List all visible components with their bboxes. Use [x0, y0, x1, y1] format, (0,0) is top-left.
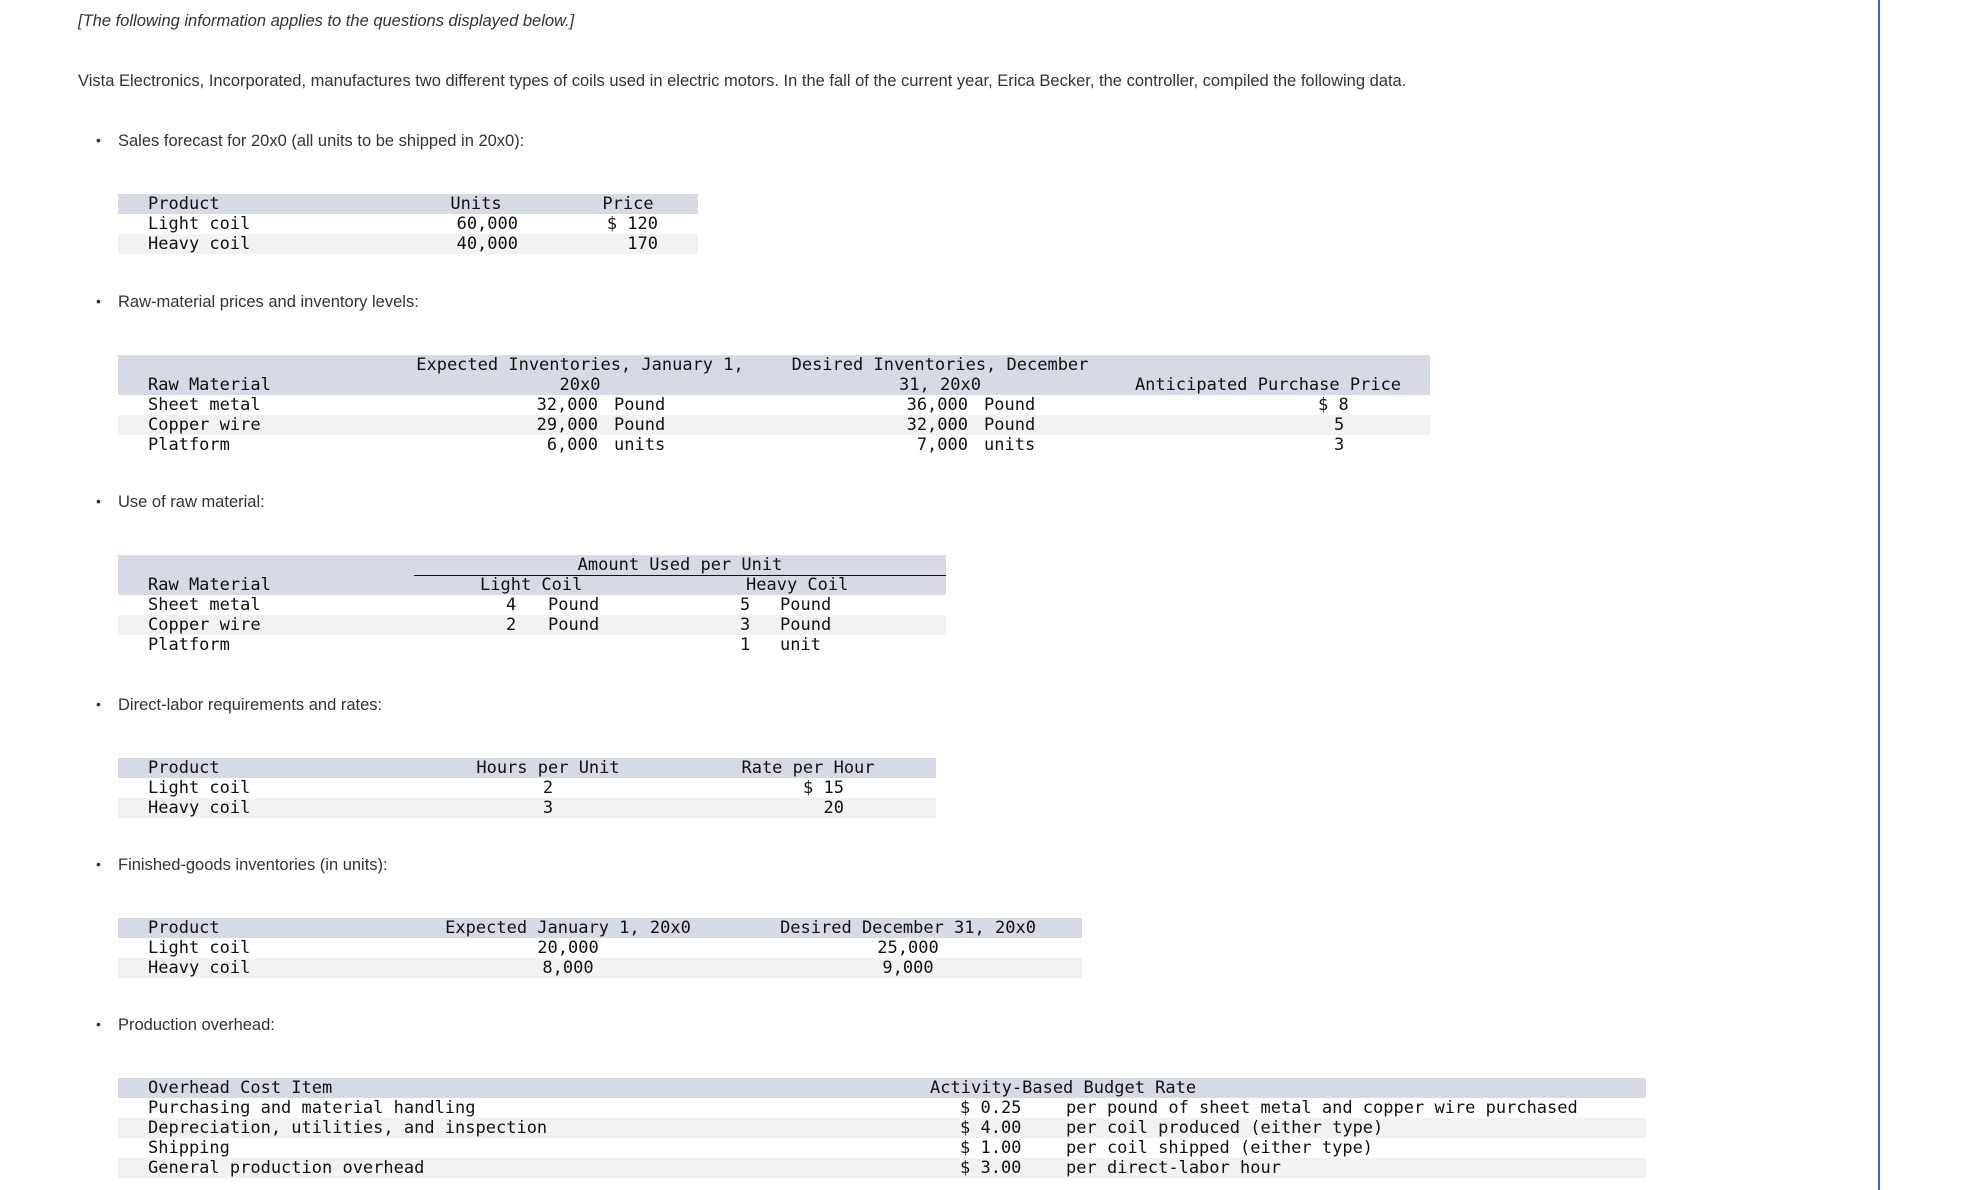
raw-material-prices-heading: • Raw-material prices and inventory levels:	[118, 293, 419, 312]
table-cell-hours: 3	[542, 798, 554, 818]
header-raw-material: Raw Material	[148, 575, 271, 595]
table-cell-desired-qty: 7,000	[916, 435, 968, 455]
raw-material-prices-table	[118, 355, 1430, 457]
header-product: Product	[148, 194, 220, 214]
table-cell-item: Depreciation, utilities, and inspection	[148, 1118, 548, 1138]
header-rate-per-hour: Rate per Hour	[741, 758, 875, 778]
finished-goods-heading: • Finished-goods inventories (in units):	[118, 856, 388, 875]
finished-goods-table	[118, 918, 1082, 980]
header-raw-material: Raw Material	[148, 375, 271, 395]
header-expected-inventories: Expected Inventories, January 1,	[416, 355, 744, 375]
table-cell-rate: $ 0.25	[960, 1098, 1022, 1118]
table-cell-rate: $ 3.00	[960, 1158, 1022, 1178]
table-cell-light-unit: Pound	[548, 615, 600, 635]
raw-material-use-table	[118, 555, 946, 657]
table-cell-rate: $ 1.00	[960, 1138, 1022, 1158]
table-cell-product: Light coil	[148, 938, 251, 958]
header-activity-based-budget-rate: Activity-Based Budget Rate	[930, 1078, 1197, 1098]
table-cell-material: Copper wire	[148, 615, 261, 635]
table-cell-desired-qty: 32,000	[906, 415, 968, 435]
table-cell-expected-unit: Pound	[614, 395, 666, 415]
table-cell-desired-unit: Pound	[984, 415, 1036, 435]
header-amount-used-per-unit: Amount Used per Unit	[577, 555, 783, 575]
table-cell-price: $ 120	[606, 214, 658, 234]
direct-labor-table	[118, 758, 936, 820]
table-cell-desired-qty: 36,000	[906, 395, 968, 415]
table-cell-product: Heavy coil	[148, 958, 251, 978]
table-cell-price: $ 8	[1318, 395, 1349, 415]
table-cell-expected: 8,000	[542, 958, 594, 978]
header-expected-inventories-year: 20x0	[559, 375, 601, 395]
table-cell-price: 5	[1334, 415, 1345, 435]
table-cell-product: Heavy coil	[148, 234, 251, 254]
table-cell-material: Platform	[148, 435, 230, 455]
table-cell-desired: 25,000	[877, 938, 939, 958]
header-hours-per-unit: Hours per Unit	[476, 758, 620, 778]
sales-forecast-table	[118, 194, 698, 256]
header-price: Price	[602, 194, 654, 214]
table-cell-heavy-unit: Pound	[780, 595, 832, 615]
table-cell-item: Shipping	[148, 1138, 230, 1158]
table-cell-expected-qty: 29,000	[536, 415, 598, 435]
right-border-rule	[1878, 0, 1880, 1190]
table-cell-expected-qty: 32,000	[536, 395, 598, 415]
table-cell-desired-unit: Pound	[984, 395, 1036, 415]
header-overhead-cost-item: Overhead Cost Item	[148, 1078, 333, 1098]
table-cell-material: Sheet metal	[148, 595, 261, 615]
raw-material-use-heading: • Use of raw material:	[118, 493, 265, 512]
table-cell-light-qty: 2	[506, 615, 517, 635]
table-cell-product: Light coil	[148, 778, 251, 798]
table-cell-price: 170	[627, 234, 658, 254]
production-overhead-table	[118, 1078, 1646, 1180]
header-desired-december: Desired December 31, 20x0	[780, 918, 1036, 938]
table-cell-heavy-unit: Pound	[780, 615, 832, 635]
header-units: Units	[450, 194, 502, 214]
table-cell-light-qty: 4	[506, 595, 517, 615]
table-cell-heavy-unit: unit	[780, 635, 821, 655]
direct-labor-heading: • Direct-labor requirements and rates:	[118, 696, 382, 715]
table-cell-basis: per direct-labor hour	[1066, 1158, 1281, 1178]
table-cell-heavy-qty: 1	[740, 635, 751, 655]
table-cell-basis: per coil produced (either type)	[1066, 1118, 1384, 1138]
table-cell-rate: $ 15	[803, 778, 844, 798]
table-cell-desired: 9,000	[882, 958, 934, 978]
table-cell-light-unit: Pound	[548, 595, 600, 615]
table-row-background	[118, 415, 1430, 435]
table-cell-basis: per pound of sheet metal and copper wire purchased	[1066, 1098, 1578, 1118]
table-cell-expected-unit: Pound	[614, 415, 666, 435]
table-cell-desired-unit: units	[984, 435, 1036, 455]
table-cell-expected-qty: 6,000	[546, 435, 598, 455]
table-cell-price: 3	[1334, 435, 1345, 455]
table-cell-hours: 2	[542, 778, 554, 798]
table-cell-expected-unit: units	[614, 435, 666, 455]
table-cell-item: Purchasing and material handling	[148, 1098, 476, 1118]
table-cell-expected: 20,000	[537, 938, 599, 958]
table-cell-product: Heavy coil	[148, 798, 251, 818]
table-cell-material: Platform	[148, 635, 230, 655]
header-desired-inventories-date: 31, 20x0	[899, 375, 981, 395]
table-cell-heavy-qty: 3	[740, 615, 751, 635]
header-anticipated-price: Anticipated Purchase Price	[1134, 375, 1402, 395]
header-desired-inventories: Desired Inventories, December	[791, 355, 1089, 375]
table-cell-material: Copper wire	[148, 415, 261, 435]
table-cell-units: 60,000	[456, 214, 518, 234]
table-cell-heavy-qty: 5	[740, 595, 751, 615]
table-cell-material: Sheet metal	[148, 395, 261, 415]
intro-note: [The following information applies to the questions displayed below.]	[78, 12, 575, 30]
intro-paragraph: Vista Electronics, Incorporated, manufactures two different types of coils used in electric motors. In the fall of the current year, Erica Becker, the controller, compiled the following data.	[78, 72, 1407, 90]
table-header-background	[118, 1078, 1646, 1098]
table-cell-product: Light coil	[148, 214, 251, 234]
table-cell-basis: per coil shipped (either type)	[1066, 1138, 1374, 1158]
table-cell-units: 40,000	[456, 234, 518, 254]
sales-forecast-heading: • Sales forecast for 20x0 (all units to be shipped in 20x0):	[118, 132, 524, 151]
header-light-coil: Light Coil	[480, 575, 583, 595]
header-expected-january: Expected January 1, 20x0	[445, 918, 691, 938]
table-cell-rate: 20	[823, 798, 844, 818]
table-cell-rate: $ 4.00	[960, 1118, 1022, 1138]
production-overhead-heading: • Production overhead:	[118, 1016, 275, 1035]
header-heavy-coil: Heavy Coil	[746, 575, 849, 595]
header-product: Product	[148, 918, 220, 938]
header-product: Product	[148, 758, 220, 778]
table-cell-item: General production overhead	[148, 1158, 425, 1178]
